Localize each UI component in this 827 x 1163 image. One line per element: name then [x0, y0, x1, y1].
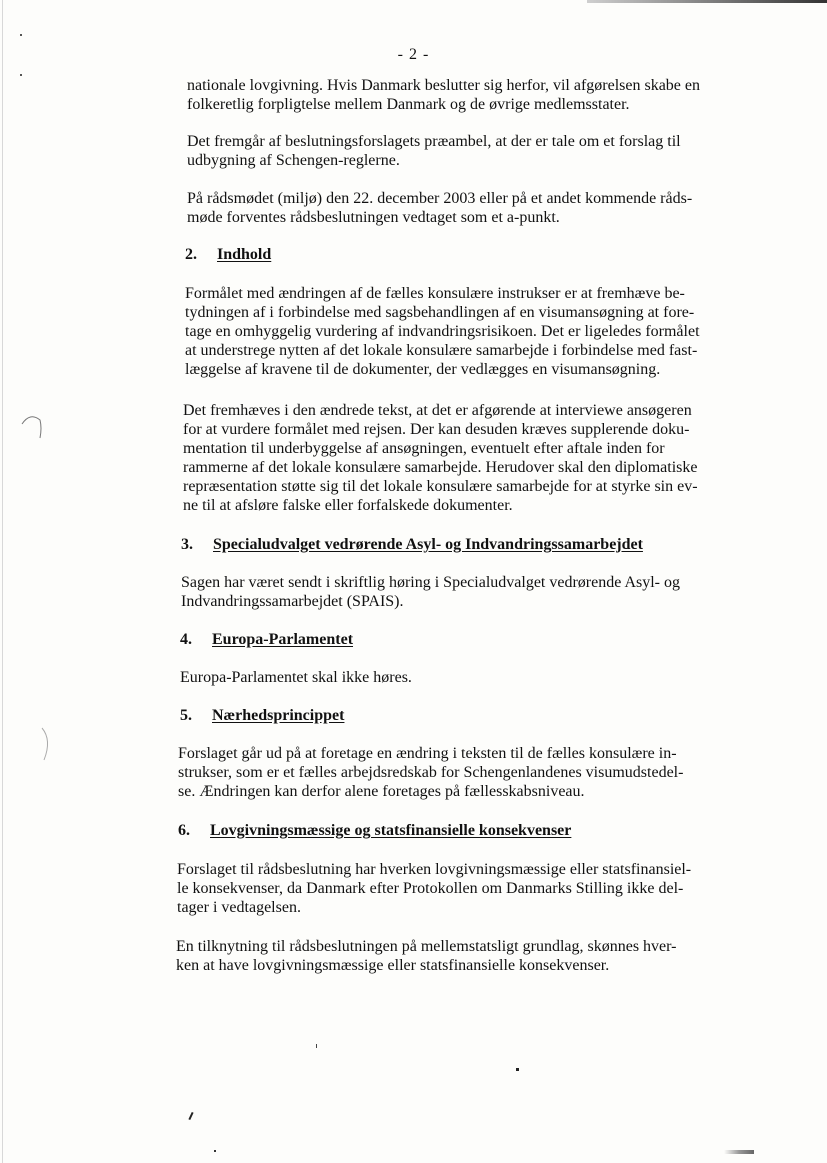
paragraph-naerhedsprincippet	[178, 744, 720, 801]
section-heading-6	[178, 821, 571, 840]
text-line: Det fremhæves i den ændrede tekst, at det er afgørende at interviewe ansøgeren	[183, 402, 692, 419]
text-line: Forslaget går ud på at foretage en ændring i teksten til de fælles konsulære in-	[178, 745, 677, 762]
section-number: 6.	[178, 822, 190, 839]
text-line: møde forventes rådsbeslutningen vedtaget som et a-punkt.	[187, 209, 560, 226]
section-number: 4.	[180, 631, 192, 648]
paragraph-europa-parlamentet	[180, 668, 722, 687]
text-line: rammerne af det lokale konsulære samarbejde. Herudover skal den diplomatiske	[183, 459, 698, 476]
section-heading-3	[181, 535, 643, 554]
corner-smudge	[724, 1150, 754, 1154]
speck-mark	[214, 1150, 216, 1152]
section-title: Lovgivningsmæssige og statsfinansielle konsekvenser	[210, 822, 572, 839]
paragraph-indhold-2	[183, 401, 723, 515]
speck-mark	[188, 1112, 193, 1120]
scan-top-bar	[587, 0, 827, 3]
text-line: at understrege nytten af det lokale konsulære samarbejde i forbindelse med fast-	[185, 342, 698, 359]
text-line: tage en omhyggelig vurdering af indvandringsrisikoen. Det er ligeledes formålet	[185, 323, 700, 340]
text-line: tager i vedtagelsen.	[177, 899, 301, 916]
section-title: Indhold	[217, 246, 272, 263]
paragraph-indhold-1	[185, 284, 723, 379]
text-line: Sagen har været sendt i skriftlig høring i Specialudvalget vedrørende Asyl- og	[181, 574, 680, 591]
paragraph-konsekvenser-1	[177, 860, 719, 917]
speck-mark	[516, 1068, 519, 1071]
text-line: for at vurdere formålet med rejsen. Der kan desuden kræves supplerende doku-	[183, 421, 690, 438]
speck-mark	[20, 34, 22, 36]
text-line: En tilknytning til rådsbeslutningen på mellemstatsligt grundlag, skønnes hver-	[176, 938, 677, 955]
scan-edge-line	[2, 0, 3, 1163]
text-line: Forslaget til rådsbeslutning har hverken lovgivningsmæssige eller statsfinansiel-	[177, 861, 692, 878]
text-line: ne til at afsløre falske eller forfalskede dokumenter.	[183, 497, 513, 514]
paragraph-specialudvalget	[181, 573, 723, 611]
section-number: 3.	[181, 536, 193, 553]
section-title: Europa-Parlamentet	[212, 631, 354, 648]
text-line: se. Ændringen kan derfor alene foretages på fællesskabsniveau.	[178, 783, 585, 800]
punch-hole-mark-bottom	[38, 726, 54, 762]
text-line: folkeretlig forpligtelse mellem Danmark og de øvrige medlemsstater.	[187, 96, 630, 113]
text-line: tydningen af i forbindelse med sagsbehandlingen af en visumansøgning at fore-	[185, 304, 695, 321]
section-heading-5	[180, 706, 344, 725]
page-number: - 2 -	[397, 46, 430, 63]
section-heading-2	[185, 245, 271, 264]
text-line: nationale lovgivning. Hvis Danmark beslutter sig herfor, vil afgørelsen skabe en	[187, 77, 700, 94]
section-title: Specialudvalget vedrørende Asyl- og Indvandringssamarbejdet	[213, 536, 643, 553]
speck-mark	[20, 74, 22, 76]
section-number: 5.	[180, 707, 192, 724]
text-line: ken at have lovgivningsmæssige eller statsfinansielle konsekvenser.	[176, 957, 610, 974]
text-line: repræsentation støtte sig til det lokale konsulære samarbejde for at styrke sin ev-	[183, 478, 698, 495]
text-line: Det fremgår af beslutningsforslagets præambel, at der er tale om et forslag til	[187, 133, 681, 150]
paragraph-intro-1	[187, 76, 723, 114]
section-heading-4	[180, 630, 353, 649]
paragraph-konsekvenser-2	[176, 937, 720, 975]
text-line: strukser, som er et fælles arbejdsredskab for Schengenlandenes visumudstedel-	[178, 764, 684, 781]
text-line: mentation til underbyggelse af ansøgningen, eventuelt efter aftale inden for	[183, 440, 665, 457]
punch-hole-mark-top	[20, 410, 44, 440]
text-line: le konsekvenser, da Danmark efter Protokollen om Danmarks Stilling ikke del-	[177, 880, 684, 897]
paragraph-intro-2	[187, 132, 723, 170]
text-line: Indvandringssamarbejdet (SPAIS).	[181, 593, 404, 610]
paragraph-intro-3	[187, 189, 723, 227]
section-title: Nærhedsprincippet	[212, 707, 345, 724]
text-line: Formålet med ændringen af de fælles konsulære instrukser er at fremhæve be-	[185, 285, 685, 302]
text-line: På rådsmødet (miljø) den 22. december 2003 eller på et andet kommende råds-	[187, 190, 693, 207]
text-line: udbygning af Schengen-reglerne.	[187, 152, 400, 169]
text-line: læggelse af kravene til de dokumenter, der vedlægges en visumansøgning.	[185, 361, 661, 378]
speck-mark	[316, 1044, 317, 1048]
text-line: Europa-Parlamentet skal ikke høres.	[180, 669, 412, 686]
section-number: 2.	[185, 246, 197, 263]
